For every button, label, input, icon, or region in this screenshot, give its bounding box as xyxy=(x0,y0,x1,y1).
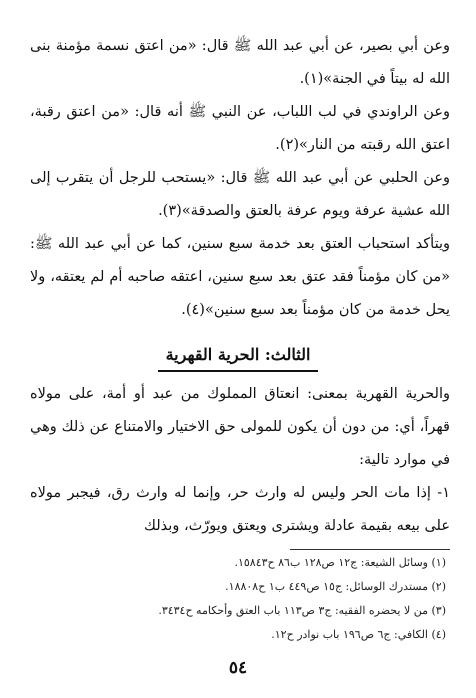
footnote-1: (١) وسائل الشيعة: ج١٢ ص١٢٨ ب٨٦ ح١٥٨٤٣. xyxy=(234,556,446,569)
paragraph-definition: والحرية القهرية بمعنى: انعتاق المملوك من عبد أو أمة، على مولاه قهراً، أي: من دون أن يكون للمولى حق الاختيار والامتناع عن ذلك وهي في موارد تالية: xyxy=(30,386,450,468)
page-number: ٥٤ xyxy=(228,658,248,678)
footnote-2: (٢) مستدرك الوسائل: ج١٥ ص٤٤٩ ب١ ح١٨٨٠٨. xyxy=(225,580,446,593)
paragraph-abu-basir: وعن أبي بصير، عن أبي عبد الله ﷺ قال: «من اعتق نسمة مؤمنة بنى الله له بيتاً في الجنة»(١). xyxy=(30,38,450,87)
paragraph-rawandi: وعن الراوندي في لب اللباب، عن النبي ﷺ أنه قال: «من اعتق رقبة، اعتق الله رقبته من النار»(٢). xyxy=(30,104,450,153)
section-heading xyxy=(0,340,476,372)
section-heading-text: الثالث: الحرية القهرية xyxy=(158,340,319,372)
paragraph-seven-years: ويتأكد استحباب العتق بعد خدمة سبع سنين، كما عن أبي عبد الله ﷺ: «من كان مؤمناً فقد عتق بعد سبع سنين، اعتقه صاحبه أم لم يعتقه، ولا يحل خدمة من كان مؤمناً بعد سبع سنين»(٤). xyxy=(30,236,450,318)
footnote-divider xyxy=(290,549,450,550)
footnote-4: (٤) الكافي: ج٦ ص١٩٦ باب نوادر ح١٢. xyxy=(271,628,446,641)
footnote-3: (٣) من لا يحضره الفقيه: ج٣ ص١١٣ باب العتق وأحكامه ح٣٤٣٤. xyxy=(158,604,446,617)
paragraph-halabi: وعن الحلبي عن أبي عبد الله ﷺ قال: «يستحب للرجل أن يتقرب إلى الله عشية عرفة ويوم عرفة بالعتق والصدقة»(٣). xyxy=(30,170,450,219)
paragraph-case-one: ١- إذا مات الحر وليس له وارث حر، وإنما له وارث رق، فيجبر مولاه على بيعه بقيمة عادلة ويشترى ويعتق ويورّث، وبذلك xyxy=(30,485,450,534)
